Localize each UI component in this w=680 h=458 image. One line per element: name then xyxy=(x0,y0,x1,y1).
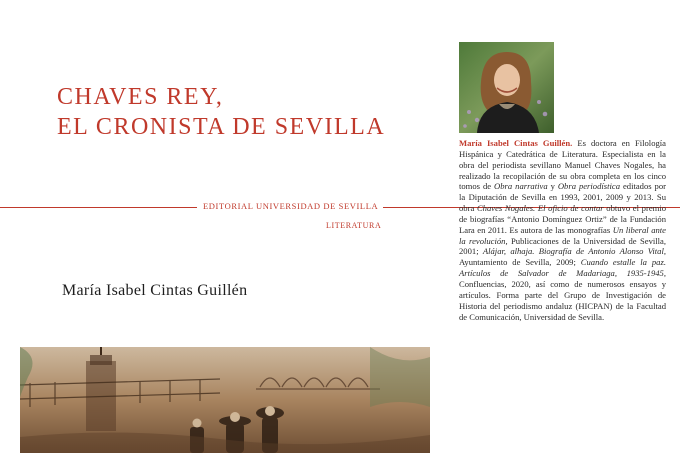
divider-left xyxy=(0,207,197,208)
bio-work-3: Chaves Nogales. El oficio de contar xyxy=(476,203,604,214)
bio-work-2: Obra periodística xyxy=(557,181,620,192)
bio-work-4: Un liberal ante la revolución xyxy=(459,224,666,246)
author-name: María Isabel Cintas Guillén xyxy=(62,282,248,299)
author-bio xyxy=(459,138,666,322)
bio-text-5: , Publicaciones de la Universidad de Sevilla, 2001; xyxy=(459,235,666,257)
cover-illustration xyxy=(20,347,430,453)
author-photo xyxy=(459,42,554,133)
book-title-line-1: CHAVES REY, xyxy=(57,84,224,110)
bio-author-name: María Isabel Cintas Guillén. xyxy=(459,138,573,148)
bio-text-6: , Ayuntamiento de Sevilla, 2009; xyxy=(459,246,666,268)
collection-label: LITERATURA xyxy=(326,221,382,230)
bio-text-4: obtuvo el premio de biografías “Antonio Domínguez Ortiz” de la Fundación Lara en 2011. Es autora de las monografías xyxy=(459,203,666,235)
bio-text-2: y xyxy=(547,181,558,192)
bio-text-3: editados por la Diputación de Sevilla en 1993, 2001, 2009 y 2013. Su obra xyxy=(459,181,667,214)
bio-text-7: , Confluencias, 2020, así como de numerosos ensayos y artículos. Forma parte del Grupo de Investigación de Historia del periodismo andaluz (HICPAN) de la Facultad de Comunicación, Universidad de Sevilla. xyxy=(459,268,666,322)
bio-work-5: Alájar, alhaja. Biografía de Antonio Alonso Vital xyxy=(482,246,664,257)
publisher-label: EDITORIAL UNIVERSIDAD DE SEVILLA xyxy=(203,201,379,211)
book-title xyxy=(57,82,385,142)
bio-text-1: Es doctora en Filología Hispánica y Catedrática de Literatura. Especialista en la obra del periodista sevillano Manuel Chaves Nogales, ha realizado la recopilación de su obra completa en los cinco tomos de xyxy=(459,138,666,192)
bio-work-1: Obra narrativa xyxy=(494,181,548,192)
bio-work-6: Cuando estalle la paz. Artículos de Salvador de Madariaga, 1935-1945 xyxy=(459,257,666,279)
book-title-line-2: EL CRONISTA DE SEVILLA xyxy=(57,114,386,140)
